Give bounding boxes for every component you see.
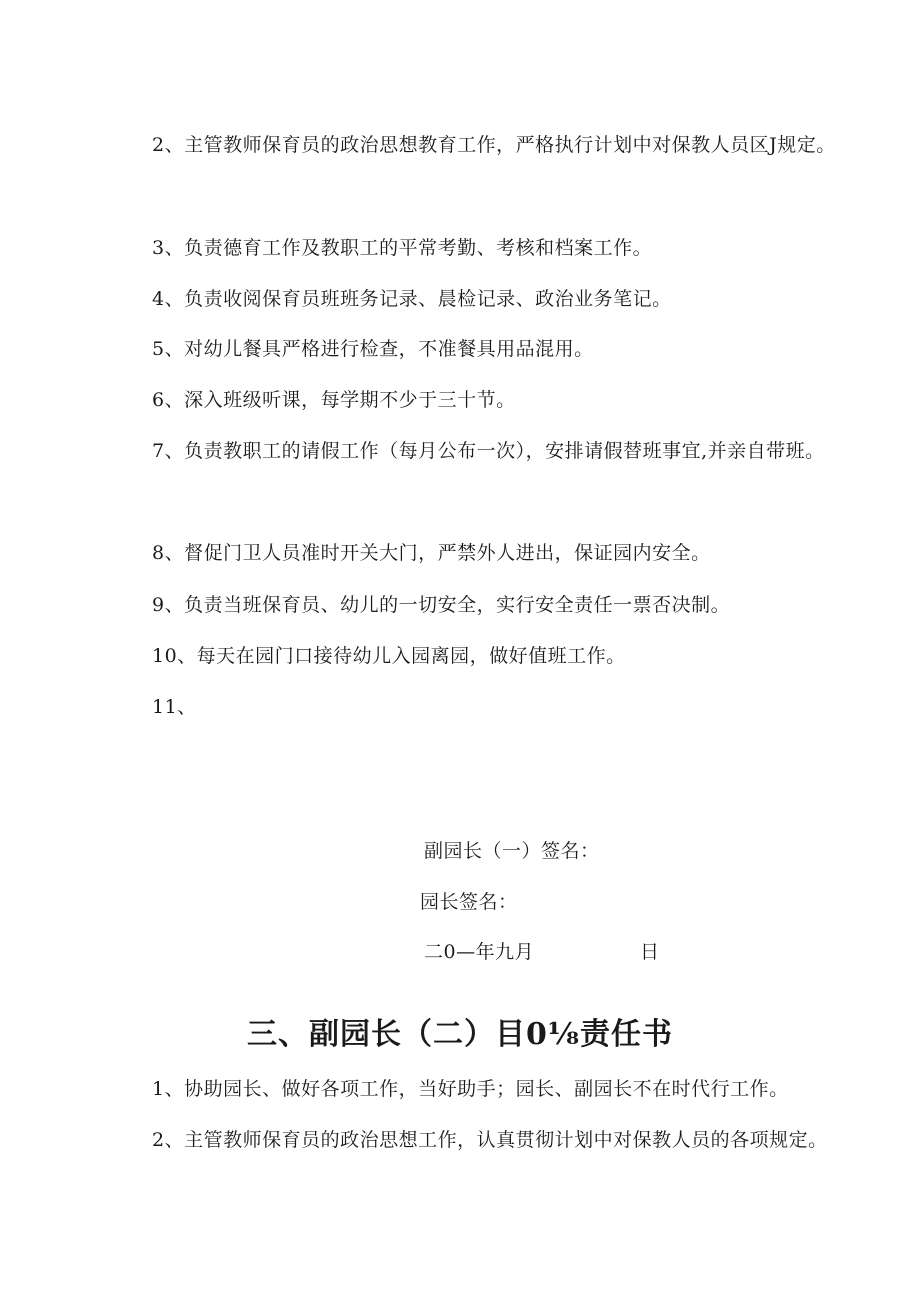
duty-item-5: 5、对幼儿餐具严格进行检查，不准餐具用品混用。 [152,338,594,360]
duty-item-3: 3、负责德育工作及教职工的平常考勤、考核和档案工作。 [152,237,653,259]
date-line-prefix: 二0—年九月 [424,941,535,963]
duty-item-2: 2、主管教师保育员的政治思想教育工作，严格执行计划中对保教人员区J规定。 [152,134,836,156]
section-three-item-2: 2、主管教师保育员的政治思想工作，认真贯彻计划中对保教人员的各项规定。 [152,1129,828,1151]
duty-item-6: 6、深入班级听课，每学期不少于三十节。 [152,389,516,411]
duty-item-7: 7、负责教职工的请假工作（每月公布一次），安排请假替班事宜,并亲自带班。 [152,440,825,462]
date-line-day: 日 [640,941,660,963]
duty-item-10: 10、每天在园门口接待幼儿入园离园，做好值班工作。 [152,645,626,667]
section-three-title: 三、副园长（二）目0⅛责任书 [247,1017,673,1052]
vice-principal-one-signature-label: 副园长（一）签名： [424,840,600,862]
duty-item-9: 9、负责当班保育员、幼儿的一切安全，实行安全责任一票否决制。 [152,594,731,616]
principal-signature-label: 园长签名： [420,891,518,913]
duty-item-11: 11、 [152,696,197,718]
duty-item-4: 4、负责收阅保育员班班务记录、晨检记录、政治业务笔记。 [152,288,672,310]
duty-item-8: 8、督促门卫人员准时开关大门，严禁外人进出，保证园内安全。 [152,542,711,564]
section-three-item-1: 1、协助园长、做好各项工作，当好助手；园长、副园长不在时代行工作。 [152,1078,789,1100]
